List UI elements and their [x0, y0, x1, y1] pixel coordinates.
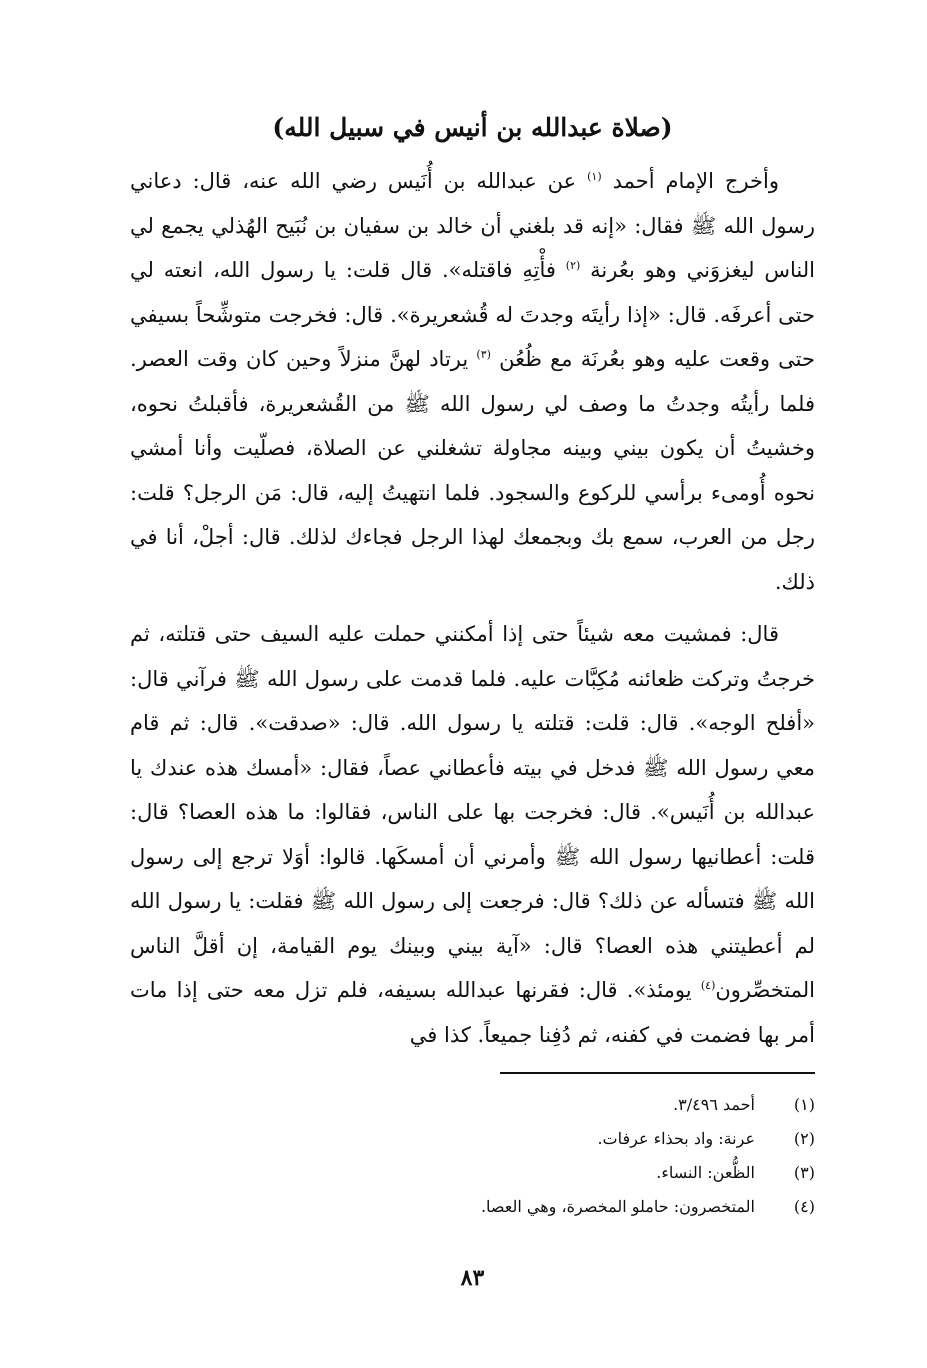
footnote-text: الظُّعن: النساء.	[656, 1163, 755, 1182]
paragraph-2-text-a: قال: فمشيت معه شيئاً حتى إذا أمكنني حملت عليه السيف حتى قتلته، ثم خرجتُ وتركت ظعائنه مُكِبَّات عليه. فلما قدمت على رسول الله ﷺ فرآني قال: «أفلح الوجه». قال: قلت: قتلته يا رسول الله. قال: «صدقت». قال: ثم قام معي رسول الله ﷺ فدخل في بيته فأعطاني عصاً، فقال: «أمسك هذه عندك يا عبدالله بن أُنَيس». قال: فخرجت بها على الناس، فقالوا: ما هذه العصا؟ قال: قلت: أعطانيها رسول الله ﷺ وأمرني أن أمسكَها. قالوا: أوَلا ترجع إلى رسول الله ﷺ فتسأله عن ذلك؟ قال: فرجعت إلى رسول الله ﷺ فقلت: يا رسول الله لم أعطيتني هذه العصا؟ قال: «آية بيني وبينك يوم القيامة، إن أقلَّ الناس المتخصِّرون	[130, 622, 815, 1002]
paragraph-1-text-c: فأْتِهِ فاقتله». قال قلت: يا رسول الله، انعته لي حتى أعرفَه. قال: «إذا رأيتَه وجدتَ له قُشعريرة». قال: فخرجت متوشِّحاً بسيفي حتى وقعت عليه وهو بعُرنَة مع ظُعُن	[130, 258, 816, 371]
footnote-ref-4[interactable]: (٤)	[700, 979, 716, 992]
footnote-4	[130, 1190, 815, 1224]
footnote-text: المتخصرون: حاملو المخصرة، وهي العصا.	[480, 1197, 755, 1216]
footnote-number: (١)	[793, 1095, 815, 1114]
footnote-1	[130, 1088, 815, 1122]
footnote-ref-2[interactable]: (٢)	[565, 259, 581, 272]
footnotes	[130, 1088, 815, 1224]
paragraph-2	[130, 612, 815, 1057]
footnote-2	[130, 1122, 815, 1156]
footnote-number: (٣)	[793, 1163, 815, 1182]
footnote-text: أحمد ٣/٤٩٦.	[673, 1095, 755, 1114]
footnote-divider	[500, 1072, 815, 1074]
section-title: (صلاة عبدالله بن أنيس في سبيل الله)	[272, 113, 673, 142]
paragraph-1	[130, 159, 815, 604]
page-number: ٨٣	[460, 1265, 485, 1291]
book-page	[130, 110, 815, 1368]
footnote-number: (٢)	[793, 1129, 815, 1148]
footnote-ref-3[interactable]: (٣)	[476, 348, 491, 361]
footnote-text: عرنة: واد بحذاء عرفات.	[597, 1129, 755, 1148]
footnote-number: (٤)	[793, 1197, 815, 1216]
paragraph-1-text-d: يرتاد لهنَّ منزلاً وحين كان وقت العصر. فلما رأيتُه وجدتُ ما وصف لي رسول الله ﷺ من القُشعريرة، فأقبلتُ نحوه، وخشيتُ أن يكون بيني وبينه مجاولة تشغلني عن الصلاة، فصلّيت وأنا أمشي نحوه أُومىء برأسي للركوع والسجود. فلما انتهيتُ إليه، قال: مَن الرجل؟ قلت: رجل من العرب، سمع بك وبجمعك لهذا الرجل فجاءك لذلك. قال: أجلْ، أنا في ذلك.	[130, 347, 815, 594]
paragraph-2-text-b: يومئذ». قال: فقرنها عبدالله بسيفه، فلم تزل معه حتى إذا مات أمر بها فضمت في كفنه، ثم دُفِنا جميعاً. كذا في	[130, 978, 815, 1047]
footnote-ref-1[interactable]: (١)	[587, 170, 602, 183]
footnote-3	[130, 1156, 815, 1190]
paragraph-1-text-a: وأخرج الإمام أحمد	[601, 169, 779, 193]
paragraph-1-text-b: عن عبدالله بن أُنَيس رضي الله عنه، قال: دعاني رسول الله ﷺ فقال: «إنه قد بلغني أن خالد بن سفيان بن نُبَيح الهُذلي يجمع لي الناس ليغزوَني وهو بعُرنة	[130, 169, 815, 282]
